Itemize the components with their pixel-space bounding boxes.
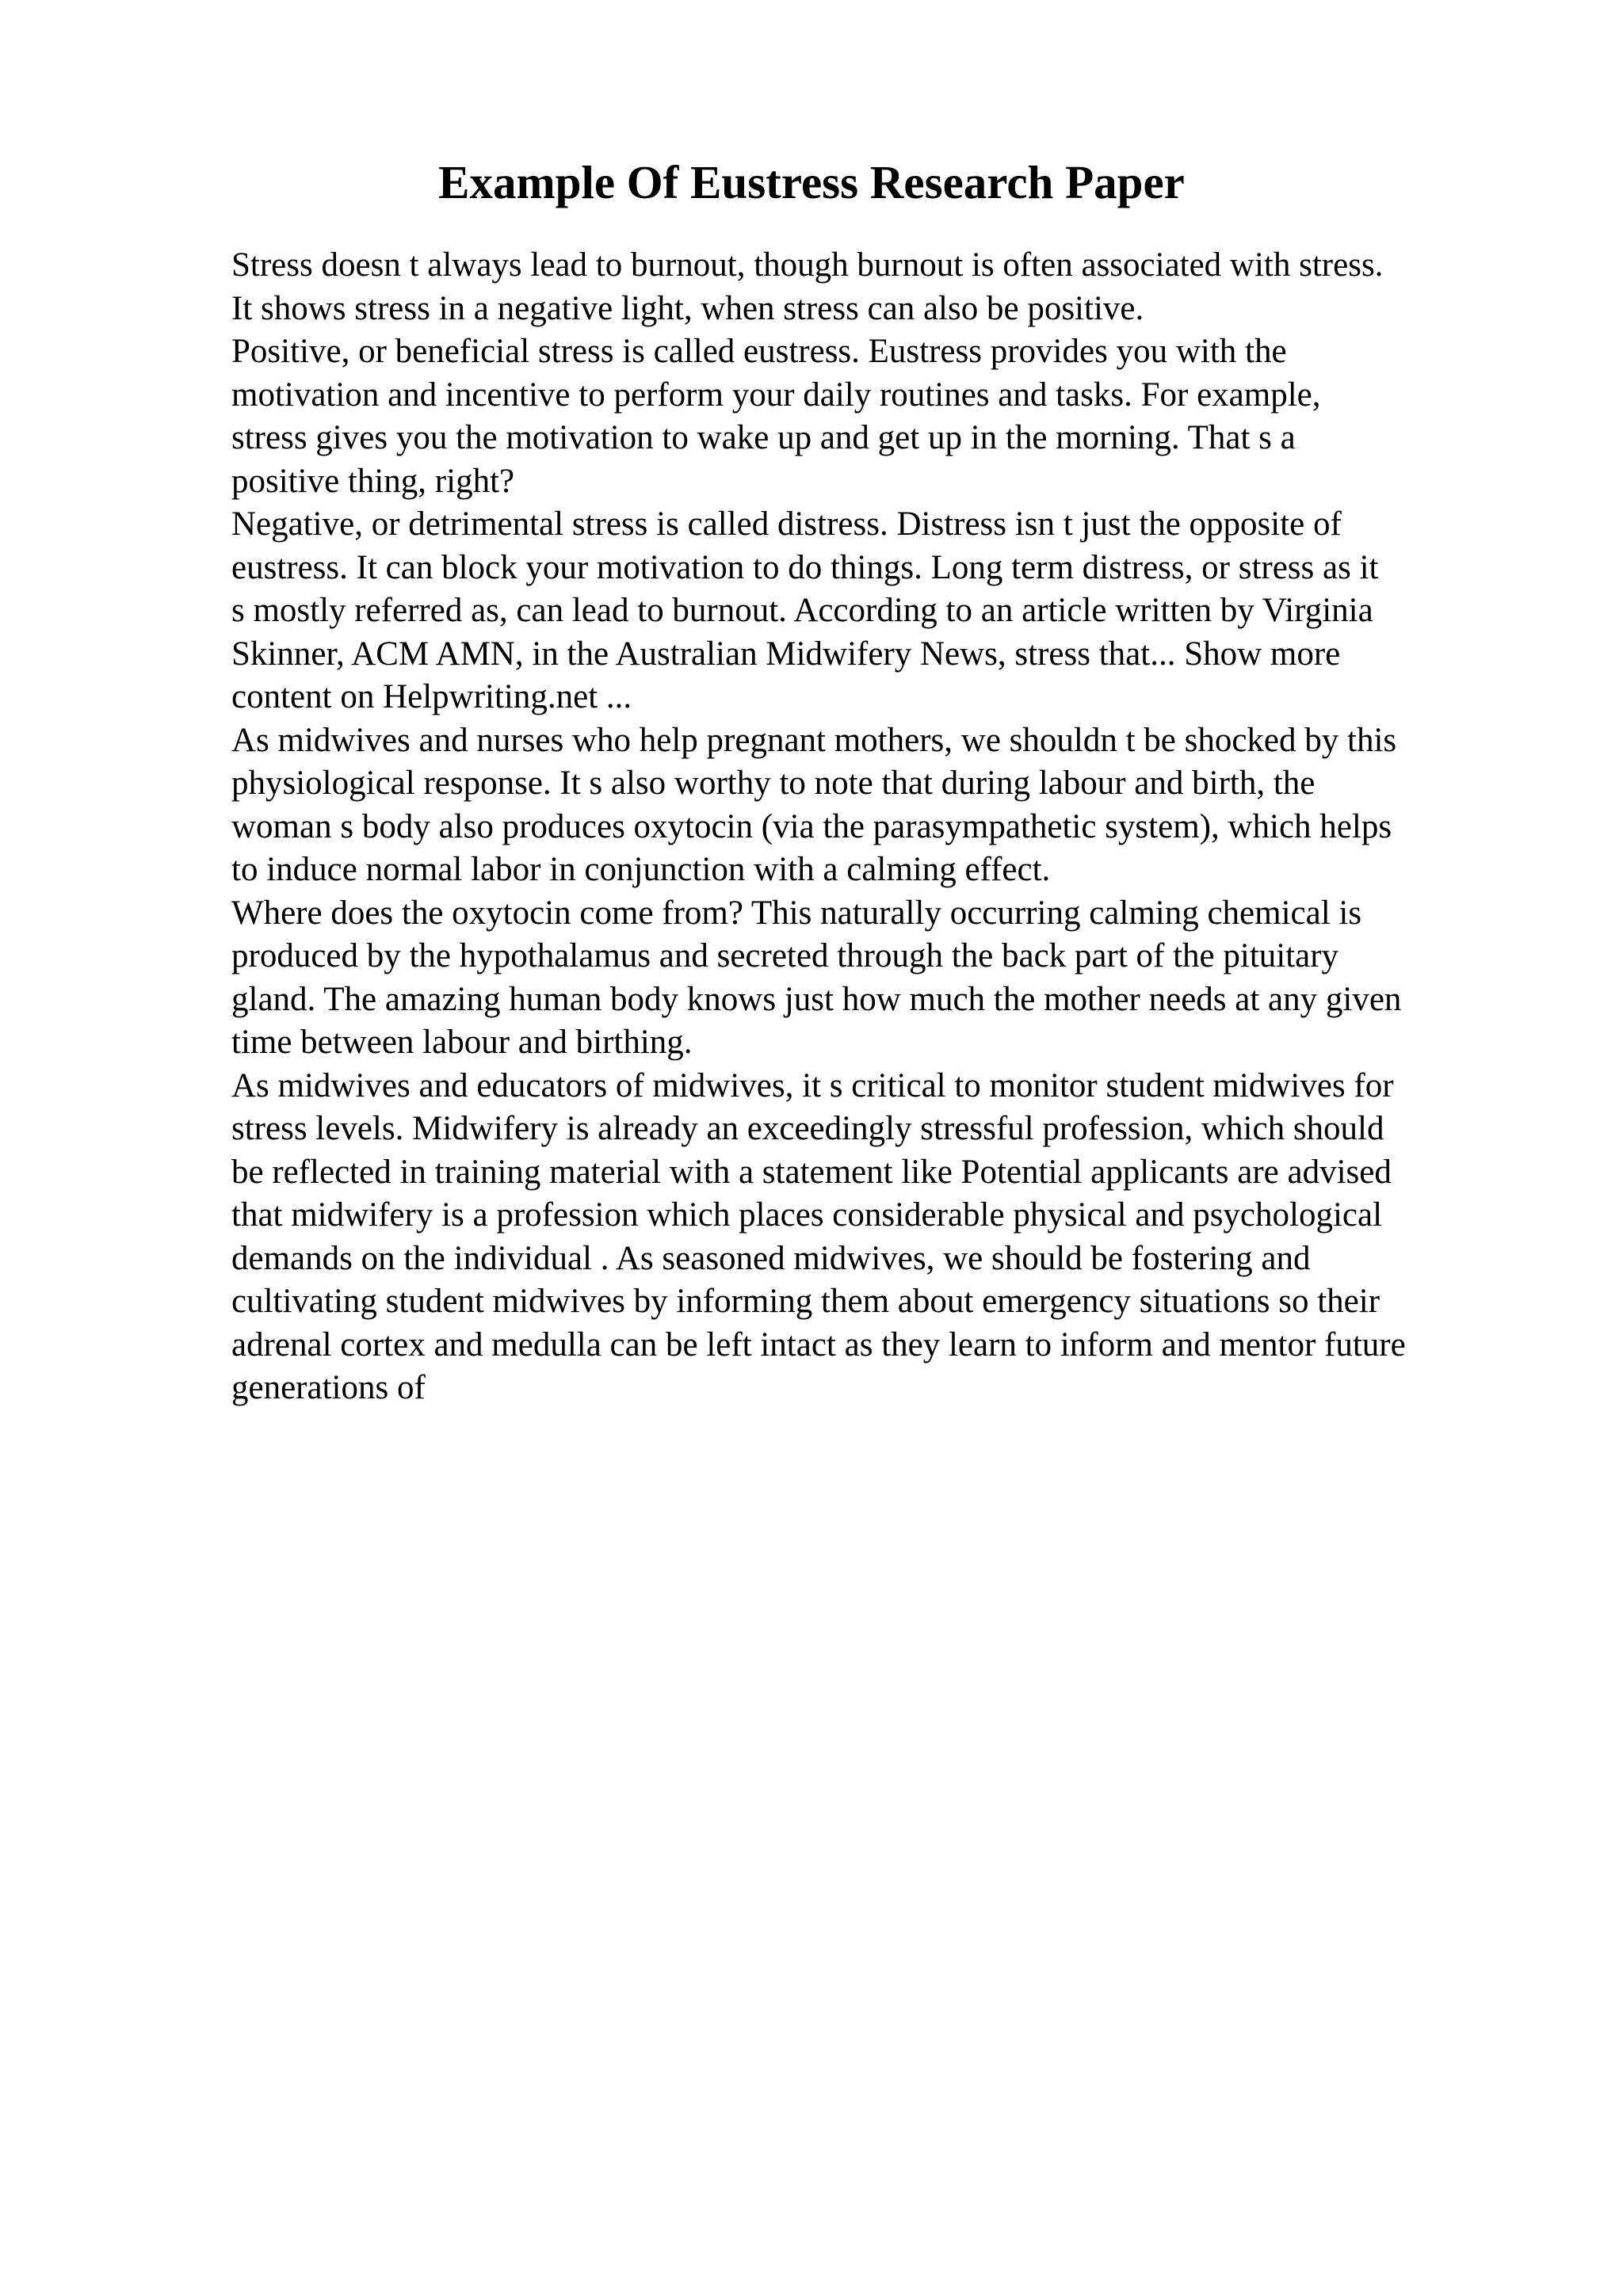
document-body bbox=[231, 244, 1531, 1410]
body-line: content on Helpwriting.net ... bbox=[231, 678, 632, 715]
body-line: As midwives and educators of midwives, it s critical to monitor student midwives for bbox=[231, 1066, 1394, 1104]
body-line: adrenal cortex and medulla can be left intact as they learn to inform and mentor future bbox=[231, 1325, 1406, 1363]
body-line: be reflected in training material with a statement like Potential applicants are advised bbox=[231, 1153, 1392, 1191]
body-line: time between labour and birthing. bbox=[231, 1024, 693, 1061]
body-line: As midwives and nurses who help pregnant mothers, we shouldn t be shocked by this bbox=[231, 721, 1397, 759]
body-line: Positive, or beneficial stress is called eustress. Eustress provides you with the bbox=[231, 333, 1287, 370]
body-line: physiological response. It s also worthy to note that during labour and birth, the bbox=[231, 765, 1316, 802]
body-line: gland. The amazing human body knows just how much the mother needs at any given bbox=[231, 980, 1402, 1018]
body-line: eustress. It can block your motivation to do things. Long term distress, or stress as it bbox=[231, 548, 1379, 586]
body-line: demands on the individual . As seasoned midwives, we should be fostering and bbox=[231, 1239, 1311, 1277]
body-line: that midwifery is a profession which places considerable physical and psychological bbox=[231, 1196, 1383, 1234]
body-line: to induce normal labor in conjunction with a calming effect. bbox=[231, 851, 1051, 888]
body-line: s mostly referred as, can lead to burnout. According to an article written by Virginia bbox=[231, 592, 1373, 629]
body-line: cultivating student midwives by informing them about emergency situations so their bbox=[231, 1283, 1381, 1320]
body-line: stress levels. Midwifery is already an exceedingly stressful profession, which should bbox=[231, 1110, 1384, 1147]
body-line: generations of bbox=[231, 1369, 426, 1406]
body-line: Skinner, ACM AMN, in the Australian Midwifery News, stress that... Show more bbox=[231, 635, 1341, 673]
body-line: It shows stress in a negative light, when stress can also be positive. bbox=[231, 289, 1144, 327]
body-line: stress gives you the motivation to wake up and get up in the morning. That s a bbox=[231, 419, 1296, 456]
body-line: motivation and incentive to perform your daily routines and tasks. For example, bbox=[231, 376, 1321, 414]
body-line: positive thing, right? bbox=[231, 462, 515, 500]
body-line: produced by the hypothalamus and secreted through the back part of the pituitary bbox=[231, 937, 1339, 974]
body-line: Stress doesn t always lead to burnout, though burnout is often associated with stress. bbox=[231, 246, 1384, 284]
body-line: woman s body also produces oxytocin (via the parasympathetic system), which helps bbox=[231, 807, 1392, 845]
body-line: Negative, or detrimental stress is called distress. Distress isn t just the opposite of bbox=[231, 505, 1342, 543]
document-title: Example Of Eustress Research Paper bbox=[438, 156, 1185, 208]
body-line: Where does the oxytocin come from? This naturally occurring calming chemical is bbox=[231, 894, 1362, 932]
